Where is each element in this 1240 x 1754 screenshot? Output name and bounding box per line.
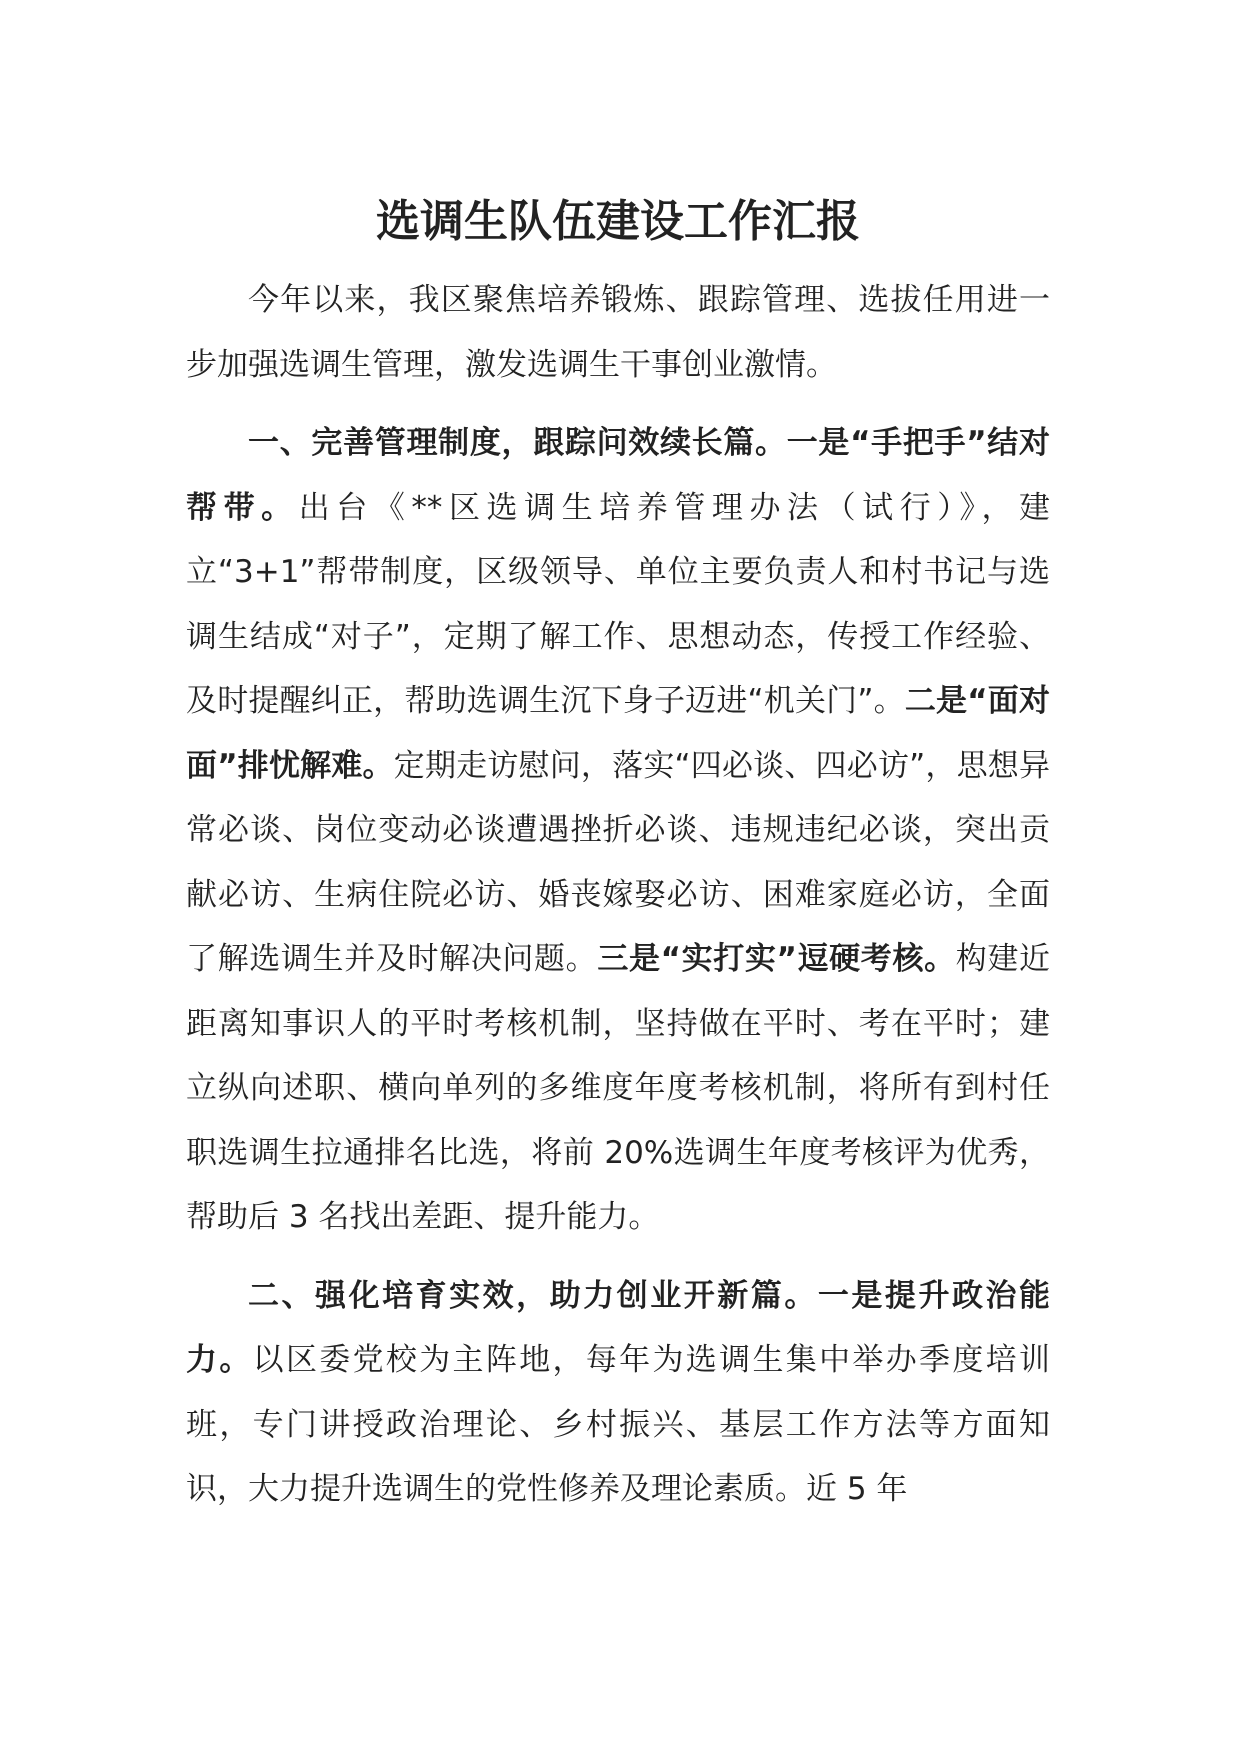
document-title: 选调生队伍建设工作汇报 bbox=[376, 196, 860, 247]
document-body bbox=[186, 268, 1050, 1522]
paragraph-intro bbox=[186, 268, 1050, 397]
intro-text: 今年以来，我区聚焦培养锻炼、跟踪管理、选拔任用进一步加强选调生管理，激发选调生干事创业激情。 bbox=[186, 282, 1050, 383]
section-2-point-1-heading: 一是提升政治能力。 bbox=[186, 1277, 1051, 1378]
section-1-point-1-heading: 一是“手把手”结对帮带。 bbox=[186, 425, 1051, 526]
paragraph-section-2 bbox=[186, 1264, 1050, 1522]
section-1-point-2-heading: 二是“面对面”排忧解难。 bbox=[186, 683, 1051, 784]
document-page bbox=[186, 0, 1050, 1754]
section-1-point-2-text: 定期走访慰问，落实“四必谈、四必访”，思想异常必谈、岗位变动必谈遭遇挫折必谈、违规违纪必谈，突出贡献必访、生病住院必访、婚丧嫁娶必访、困难家庭必访，全面了解选调生并及时解决问题。 bbox=[186, 747, 1050, 977]
section-2-point-1-text: 以区委党校为主阵地，每年为选调生集中举办季度培训班，专门讲授政治理论、乡村振兴、基层工作方法等方面知识，大力提升选调生的党性修养及理论素质。近 5 年 bbox=[186, 1342, 1050, 1507]
section-1-point-3-heading: 三是“实打实”逗硬考核。 bbox=[597, 941, 956, 977]
section-1-heading: 一、完善管理制度，跟踪问效续长篇。 bbox=[248, 425, 787, 461]
section-2-heading: 二、强化培育实效，助力创业开新篇。 bbox=[248, 1277, 818, 1314]
section-1-point-3-text: 构建近距离知事识人的平时考核机制，坚持做在平时、考在平时；建立纵向述职、横向单列的多维度年度考核机制，将所有到村任职选调生拉通排名比选，将前 20%选调生年度考核评为优秀，帮助后 3 名找出差距、提升能力。 bbox=[186, 941, 1051, 1235]
section-1-point-1-text: 出台《**区选调生培养管理办法（试行）》，建立“3+1”帮带制度，区级领导、单位主要负责人和村书记与选调生结成“对子”，定期了解工作、思想动态，传授工作经验、及时提醒纠正，帮助选调生沉下身子迈进“机关门”。 bbox=[186, 489, 1051, 719]
paragraph-section-1 bbox=[186, 411, 1050, 1250]
